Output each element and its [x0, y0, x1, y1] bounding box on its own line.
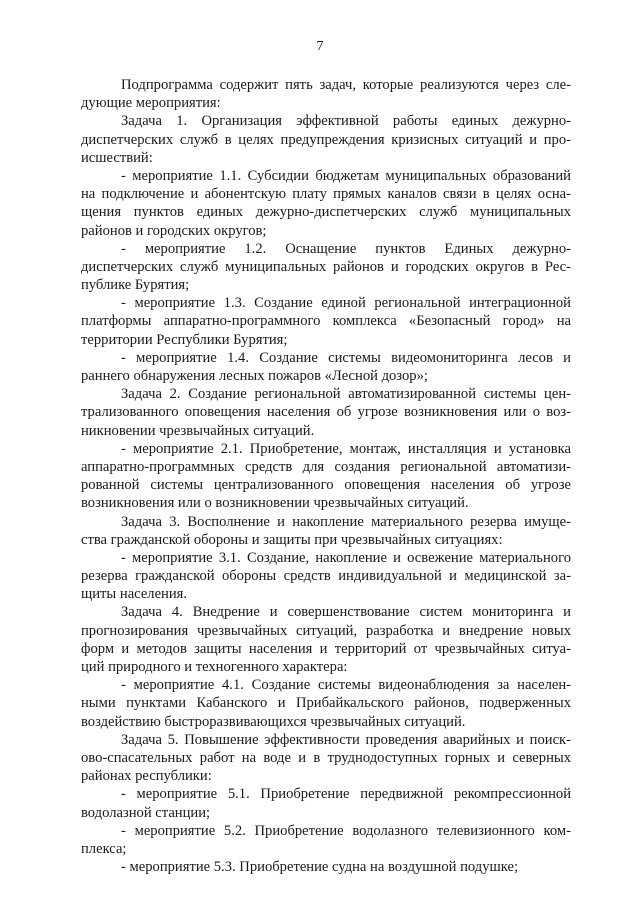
text-line: дующие мероприятия:	[81, 95, 221, 112]
text-line: плекса;	[81, 840, 127, 857]
text-line: рованной системы централизованного оповещения населения об угрозе	[81, 477, 571, 494]
text-line: возникновения или о возникновении чрезвычайных ситуаций.	[81, 495, 469, 512]
text-line: диспетчерских служб муниципальных районов и городских округов в Рес-	[81, 258, 571, 275]
text-line: - мероприятие 1.2. Оснащение пунктов Единых дежурно-	[121, 240, 571, 257]
text-line: раннего обнаружения лесных пожаров «Лесной дозор»;	[81, 368, 428, 384]
text-line: Задача 2. Создание региональной автоматизированной системы цен-	[121, 386, 571, 403]
text-line: - мероприятие 5.1. Приобретение передвижной рекомпрессионной	[121, 786, 571, 803]
page-number: 7	[316, 39, 324, 54]
text-line: форм и методов защиты населения и территорий от чрезвычайных ситуа-	[81, 640, 571, 657]
text-line: - мероприятие 1.4. Создание системы видеомониторинга лесов и	[121, 349, 571, 366]
text-line: диспетчерских служб в целях предупреждения кризисных ситуаций и про-	[81, 131, 571, 148]
text-line: районах республики:	[81, 768, 212, 785]
text-line: щения пунктов единых дежурно-диспетчерских служб муниципальных	[81, 204, 571, 221]
text-line: аппаратно-программных средств для создания региональной автоматизи-	[81, 458, 571, 475]
text-line: Подпрограмма содержит пять задач, которые реализуются через сле-	[121, 77, 571, 93]
text-line: щиты населения.	[81, 586, 188, 603]
text-line: - мероприятие 2.1. Приобретение, монтаж, инсталляция и установка	[121, 440, 571, 457]
text-line: ово-спасательных работ на воде и в труднодоступных горных и северных	[81, 749, 571, 766]
text-line: Задача 3. Восполнение и накопление материального резерва имуще-	[121, 513, 571, 530]
text-line: воздействию быстроразвивающихся чрезвычайных ситуаций.	[81, 713, 466, 730]
text-line: ства гражданской обороны и защиты при чрезвычайных ситуациях:	[81, 531, 503, 548]
text-line: Задача 1. Организация эффективной работы единых дежурно-	[121, 113, 571, 130]
text-line: - мероприятие 5.2. Приобретение водолазного телевизионного ком-	[121, 822, 571, 839]
text-line: прогнозирования чрезвычайных ситуаций, разработка и внедрение новых	[81, 622, 571, 639]
text-line: Задача 5. Повышение эффективности проведения аварийных и поиск-	[121, 731, 571, 748]
text-line: платформы аппаратно-программного комплекса «Безопасный город» на	[81, 313, 571, 330]
text-line: резерва гражданской обороны средств индивидуальной и медицинской за-	[81, 568, 571, 585]
text-line: - мероприятие 4.1. Создание системы видеонаблюдения за населен-	[121, 677, 571, 694]
text-line: - мероприятие 3.1. Создание, накопление и освежение материального	[121, 549, 571, 566]
text-line: никновении чрезвычайных ситуаций.	[81, 422, 315, 439]
text-line: Задача 4. Внедрение и совершенствование систем мониторинга и	[121, 604, 571, 621]
text-line: территории Республики Бурятия;	[81, 331, 288, 348]
text-line: ций природного и техногенного характера:	[81, 659, 348, 675]
text-line: районов и городских округов;	[81, 222, 267, 239]
text-line: - мероприятие 1.3. Создание единой региональной интеграционной	[121, 295, 571, 312]
text-line: исшествий:	[81, 149, 153, 166]
text-line: ными пунктами Кабанского и Прибайкальского районов, подверженных	[81, 695, 571, 712]
text-line: на подключение и абонентскую плату прямых каналов связи в целях осна-	[81, 186, 571, 203]
text-line: водолазной станции;	[81, 804, 211, 821]
text-line: публике Бурятия;	[81, 277, 190, 294]
text-line: трализованного оповещения населения об угрозе возникновения или о воз-	[81, 404, 571, 421]
text-line: - мероприятие 1.1. Субсидии бюджетам муниципальных образований	[121, 167, 571, 184]
document-body	[81, 76, 571, 876]
text-line: - мероприятие 5.3. Приобретение судна на воздушной подушке;	[121, 859, 519, 876]
